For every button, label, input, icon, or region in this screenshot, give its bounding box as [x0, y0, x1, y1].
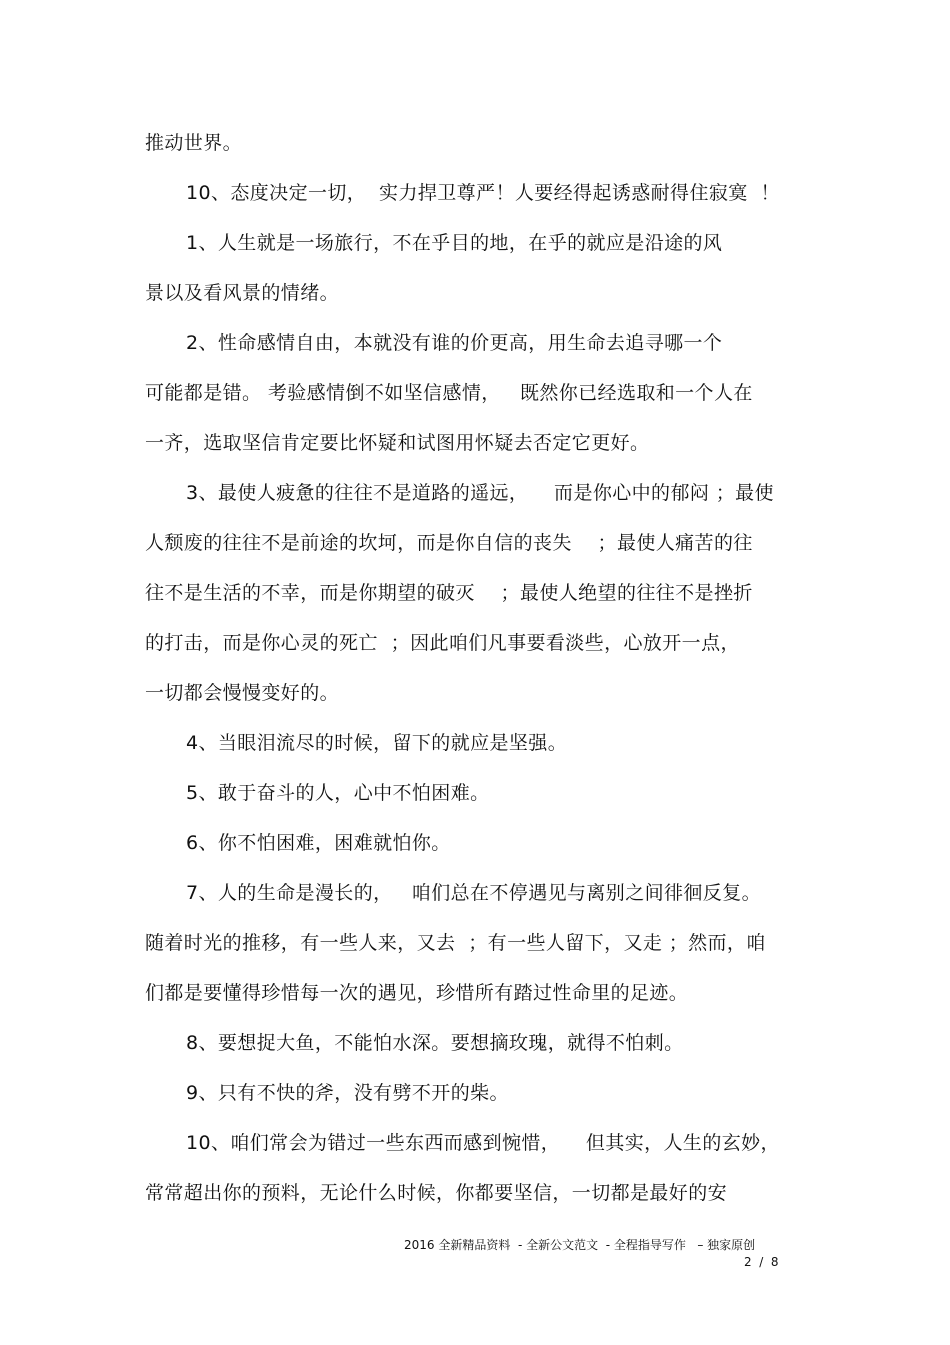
paragraph-line: 7、人的生命是漫长的， 咱们总在不停遇见与离别之间徘徊反复。 [186, 882, 762, 904]
paragraph-line: 的打击，而是你心灵的死亡 ；因此咱们凡事要看淡些，心放开一点， [145, 632, 740, 654]
paragraph-line: 景以及看风景的情绪。 [145, 282, 340, 304]
footer-source-text: 2016 全新精品资料 - 全新公文范文 - 全程指导写作 – 独家原创 [404, 1238, 756, 1252]
paragraph-line: 人颓废的往往不是前途的坎坷，而是你自信的丧失 ；最使人痛苦的往 [145, 532, 753, 554]
page-number: 2 / 8 [744, 1255, 779, 1269]
paragraph-line: 4、当眼泪流尽的时候，留下的就应是坚强。 [186, 732, 568, 754]
paragraph-line: 推动世界。 [145, 132, 243, 154]
paragraph-line: 10、态度决定一切， 实力捍卫尊严！人要经得起诱惑耐得住寂寞 ！ [186, 182, 780, 204]
paragraph-line: 2、性命感情自由，本就没有谁的价更高，用生命去追寻哪一个 [186, 332, 723, 354]
paragraph-line: 可能都是错。 考验感情倒不如坚信感情， 既然你已经选取和一个人在 [145, 382, 753, 404]
paragraph-line: 一切都会慢慢变好的。 [145, 682, 340, 704]
paragraph-line: 9、只有不快的斧，没有劈不开的柴。 [186, 1082, 509, 1104]
paragraph-line: 3、最使人疲惫的往往不是道路的遥远， 而是你心中的郁闷 ；最使 [186, 482, 774, 504]
paragraph-line: 5、敢于奋斗的人，心中不怕困难。 [186, 782, 490, 804]
paragraph-line: 常常超出你的预料，无论什么时候，你都要坚信，一切都是最好的安 [145, 1182, 728, 1204]
paragraph-line: 一齐，选取坚信肯定要比怀疑和试图用怀疑去否定它更好。 [145, 432, 650, 454]
paragraph-line: 1、人生就是一场旅行，不在乎目的地，在乎的就应是沿途的风 [186, 232, 723, 254]
paragraph-line: 随着时光的推移，有一些人来，又去 ；有一些人留下，又走 ；然而，咱 [145, 932, 766, 954]
paragraph-line: 们都是要懂得珍惜每一次的遇见，珍惜所有踏过性命里的足迹。 [145, 982, 689, 1004]
paragraph-line: 6、你不怕困难，困难就怕你。 [186, 832, 451, 854]
paragraph-line: 10、咱们常会为错过一些东西而感到惋惜， 但其实，人生的玄妙， [186, 1132, 780, 1154]
paragraph-line: 8、要想捉大鱼，不能怕水深。要想摘玫瑰，就得不怕刺。 [186, 1032, 684, 1054]
paragraph-line: 往不是生活的不幸，而是你期望的破灭 ；最使人绝望的往往不是挫折 [145, 582, 753, 604]
